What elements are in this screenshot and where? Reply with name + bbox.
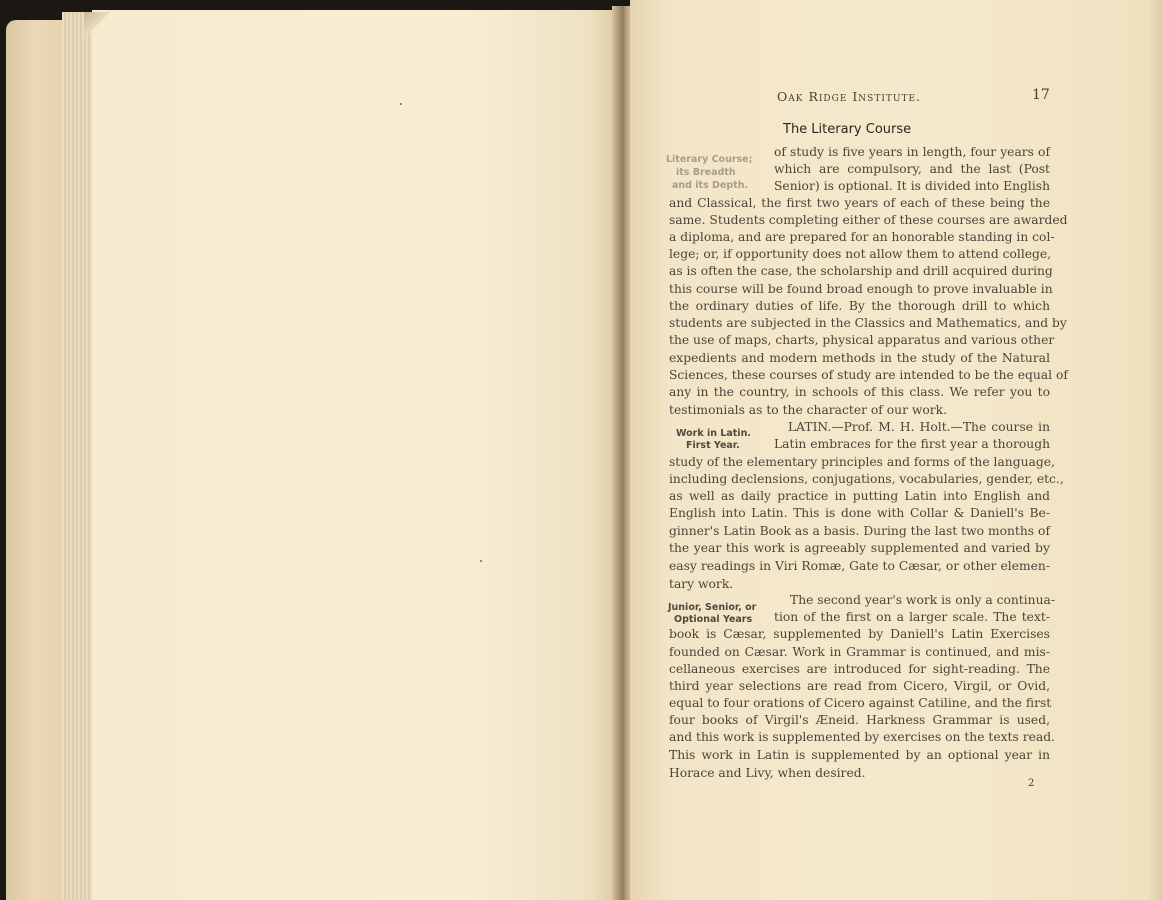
text-line: The second year's work is only a continua- — [790, 593, 1056, 607]
margin-note-junior-senior: Junior, Senior, or — [668, 602, 757, 613]
text-line: a diploma, and are prepared for an honorable standing in col- — [669, 230, 1055, 244]
text-line: students are subjected in the Classics and Mathematics, and by — [669, 316, 1067, 330]
text-line: which are compulsory, and the last (Post — [774, 162, 1050, 176]
text-line: English into Latin. This is done with Collar & Daniell's Be- — [669, 506, 1050, 520]
text-line: This work in Latin is supplemented by an optional year in — [669, 748, 1050, 762]
margin-note-literary-course: its Breadth — [676, 167, 736, 178]
text-line: lege; or, if opportunity does not allow them to attend college, — [669, 247, 1052, 261]
text-line: cellaneous exercises are introduced for sight-reading. The — [669, 662, 1050, 676]
text-line: easy readings in Viri Romæ, Gate to Cæsar, or other elemen- — [669, 559, 1050, 573]
text-line: same. Students completing either of these courses are awarded — [669, 213, 1068, 227]
text-line: tion of the first on a larger scale. The text- — [774, 610, 1050, 624]
signature-mark: 2 — [1028, 778, 1035, 789]
paper-speck — [480, 560, 482, 562]
paper-speck — [400, 103, 402, 105]
margin-note-junior-senior: Optional Years — [674, 614, 753, 625]
text-line: LATIN.—Prof. M. H. Holt.—The course in — [788, 420, 1050, 434]
text-line: as well as daily practice in putting Latin into English and — [669, 489, 1050, 503]
text-line: the ordinary duties of life. By the thorough drill to which — [669, 299, 1050, 313]
text-line: Horace and Livy, when desired. — [669, 766, 866, 780]
text-line: ginner's Latin Book as a basis. During the last two months of — [669, 524, 1050, 538]
text-line: book is Cæsar, supplemented by Daniell's Latin Exercises — [669, 627, 1050, 641]
text-line: founded on Cæsar. Work in Grammar is continued, and mis- — [669, 645, 1050, 659]
page-edges — [62, 12, 96, 900]
margin-note-work-in-latin: Work in Latin. — [676, 428, 751, 439]
corner-fold — [84, 12, 110, 38]
margin-note-work-in-latin: First Year. — [686, 440, 740, 451]
text-line: testimonials as to the character of our work. — [669, 403, 948, 417]
text-line: Senior) is optional. It is divided into English — [774, 179, 1050, 193]
text-line: and this work is supplemented by exercises on the texts read. — [669, 730, 1055, 744]
text-line: third year selections are read from Cicero, Virgil, or Ovid, — [669, 679, 1050, 693]
text-line: as is often the case, the scholarship and drill acquired during — [669, 264, 1053, 278]
text-line: four books of Virgil's Æneid. Harkness Grammar is used, — [669, 713, 1050, 727]
text-line: any in the country, in schools of this class. We refer you to — [669, 385, 1050, 399]
margin-note-literary-course: and its Depth. — [672, 180, 749, 191]
text-line: the year this work is agreeably supplemented and varied by — [669, 541, 1050, 555]
section-title: The Literary Course — [783, 122, 912, 137]
text-line: Sciences, these courses of study are intended to be the equal of — [669, 368, 1068, 382]
text-line: this course will be found broad enough to prove invaluable in — [669, 282, 1053, 296]
text-line: study of the elementary principles and forms of the language, — [669, 455, 1055, 469]
text-line: including declensions, conjugations, vocabularies, gender, etc., — [669, 472, 1064, 486]
text-line: and Classical, the first two years of each of these being the — [669, 196, 1050, 210]
text-line: Latin embraces for the first year a thorough — [774, 437, 1050, 451]
page-number: 17 — [1032, 87, 1050, 103]
right-page-edge — [1148, 0, 1162, 900]
text-line: expedients and modern methods in the study of the Natural — [669, 351, 1050, 365]
text-line: the use of maps, charts, physical apparatus and various other — [669, 333, 1055, 347]
running-header: Oak Ridge Institute. — [777, 89, 922, 104]
text-line: tary work. — [669, 577, 734, 591]
text-line: of study is five years in length, four years of — [774, 145, 1050, 159]
margin-note-literary-course: Literary Course; — [666, 154, 753, 165]
left-page-blank — [92, 10, 620, 900]
text-line: equal to four orations of Cicero against Catiline, and the first — [669, 696, 1052, 710]
